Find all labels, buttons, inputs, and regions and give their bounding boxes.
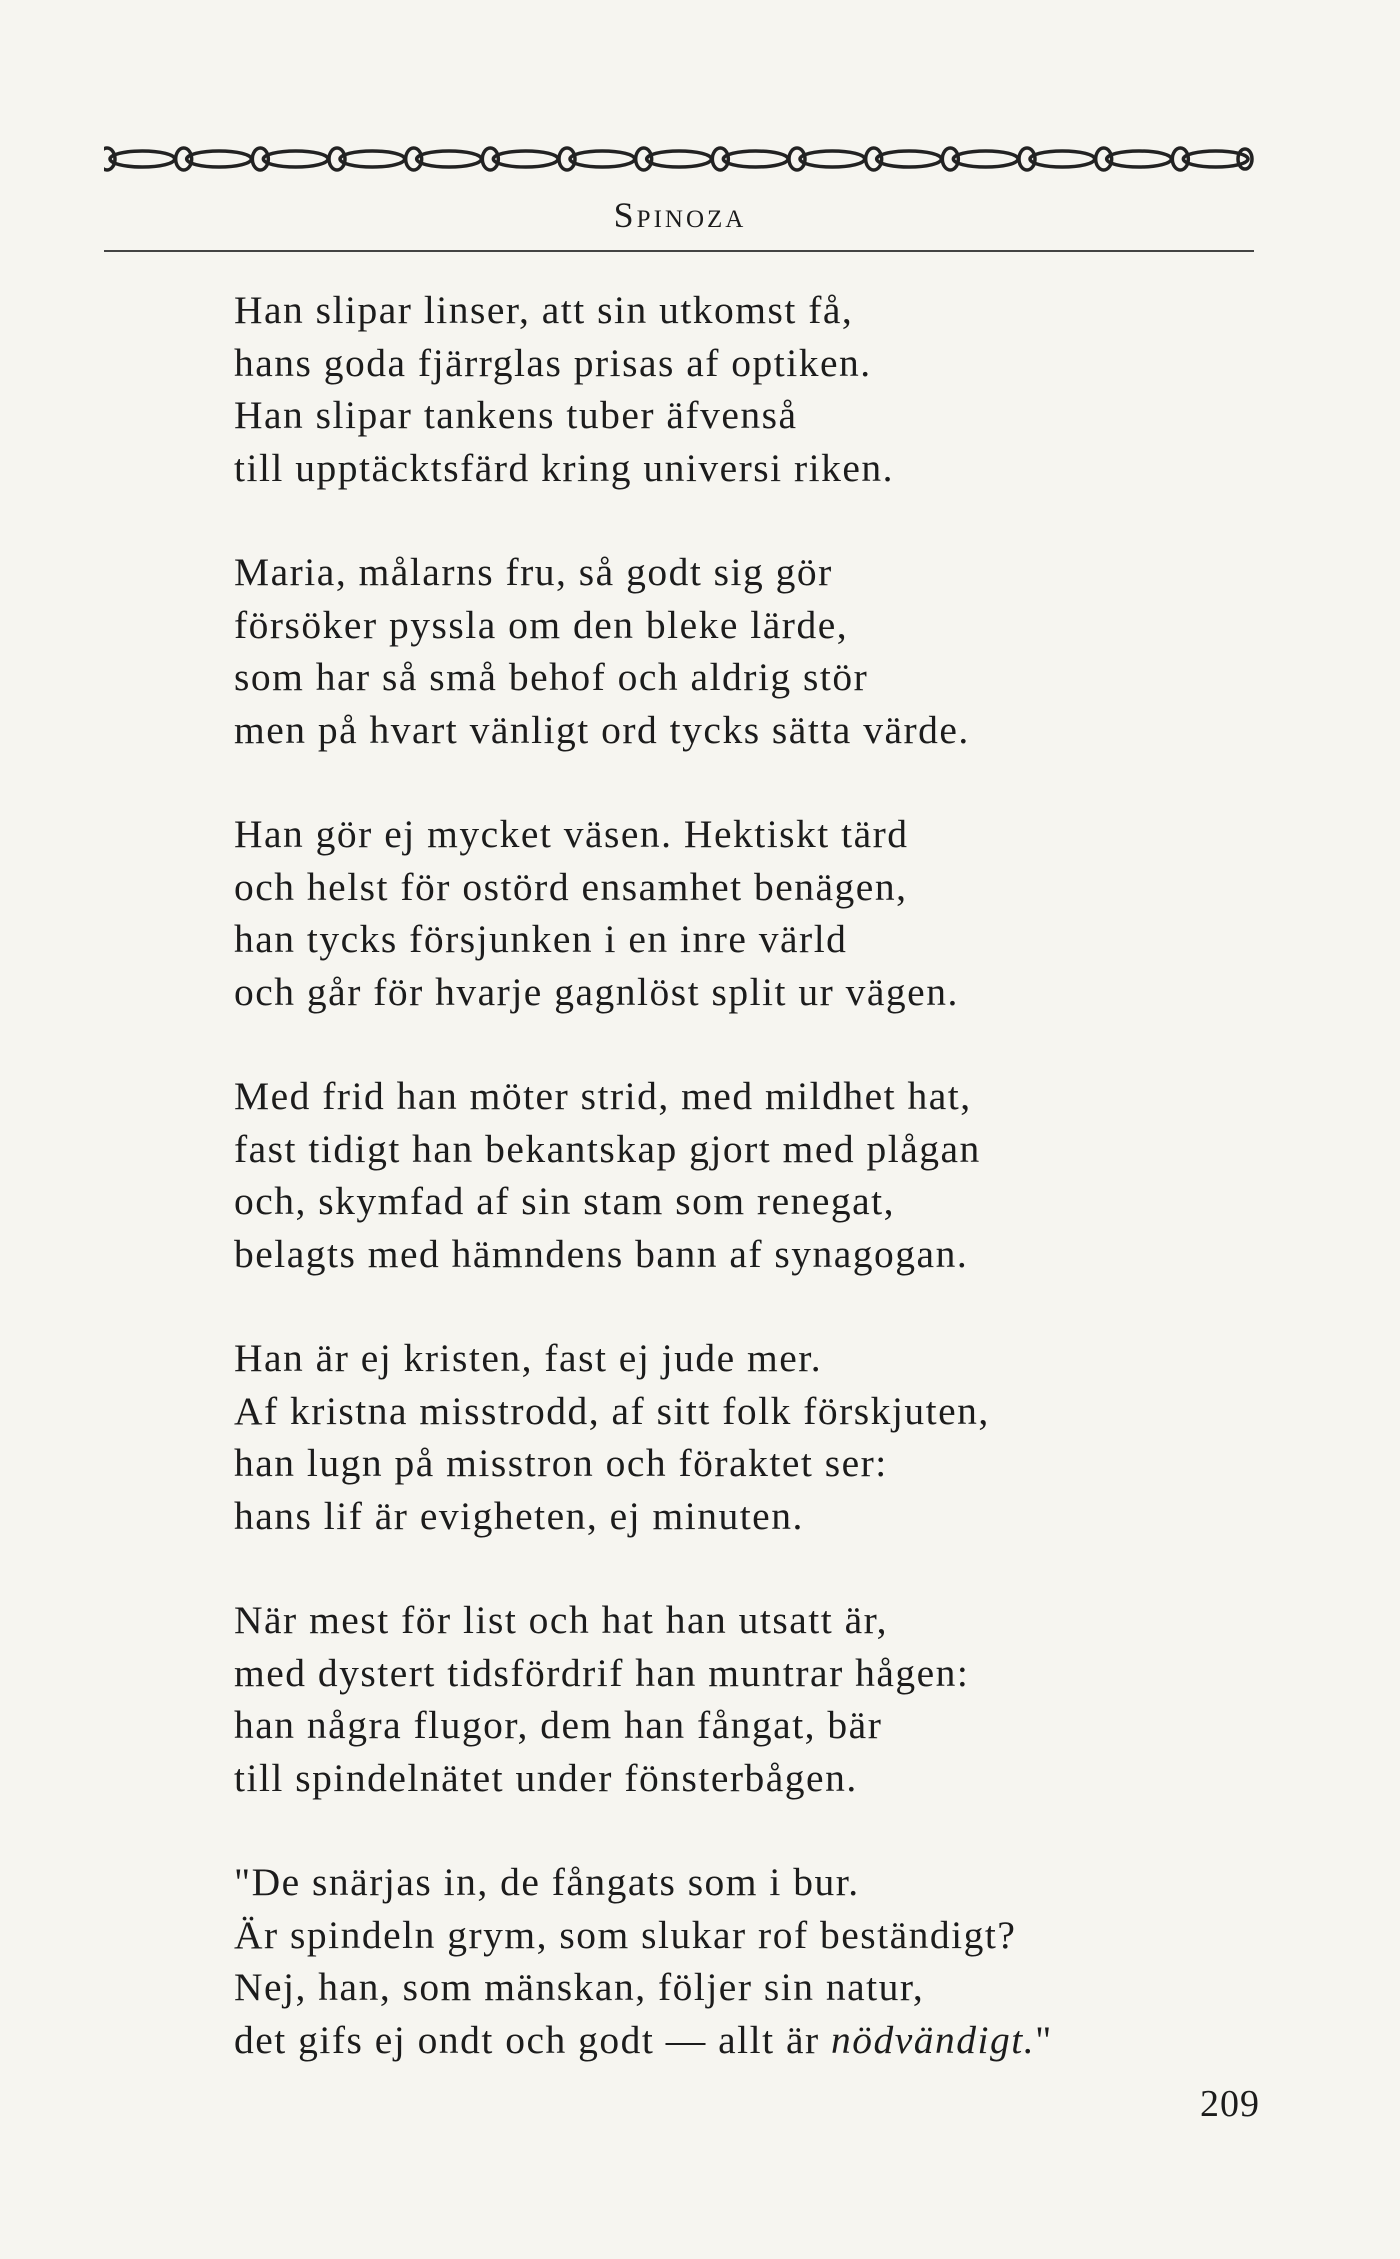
verse-line: till upptäcktsfärd kring universi riken. [234, 445, 895, 490]
verse-line: Han slipar tankens tuber äfvenså [234, 393, 798, 437]
chain-link [877, 151, 942, 167]
stanza-1 [234, 284, 1234, 494]
chain-link [1030, 151, 1095, 167]
chain-link [647, 151, 712, 167]
verse-line: belagts med hämndens bann af synagogan. [234, 1231, 969, 1276]
chain-ring [1096, 148, 1112, 170]
chain-ornament [104, 142, 1254, 176]
chain-ring [176, 148, 192, 170]
stanza-6 [234, 1594, 1234, 1804]
chain-link [110, 151, 175, 167]
verse-line: och helst för ostörd ensamhet benägen, [234, 864, 908, 909]
verse-line: Af kristna misstrodd, af sitt folk förskjuten, [234, 1388, 990, 1433]
verse-line: Med frid han möter strid, med mildhet hat, [234, 1074, 972, 1118]
verse-line: och, skymfad af sin stam som renegat, [234, 1179, 896, 1223]
chain-ring [636, 148, 652, 170]
chain-ring [329, 148, 345, 170]
header-rule [104, 250, 1254, 252]
stanza-7 [234, 1856, 1234, 2066]
verse-line: som har så små behof och aldrig stör [234, 655, 869, 699]
verse-line: han lugn på misstron och föraktet ser: [234, 1441, 888, 1485]
verse-line: hans goda fjärrglas prisas af optiken. [234, 340, 872, 385]
poem [234, 284, 1234, 2118]
chain-ring [712, 148, 728, 170]
chain-ring [1172, 148, 1188, 170]
verse-line: men på hvart vänligt ord tycks sätta värde. [234, 707, 970, 752]
verse-line: försöker pyssla om den bleke lärde, [234, 602, 849, 647]
page-number: 209 [1200, 2083, 1260, 2125]
chain-ring [866, 148, 882, 170]
verse-line: Nej, han, som mänskan, följer sin natur, [234, 1965, 925, 2009]
verse-line-last [234, 2014, 1234, 2067]
stanza-3 [234, 808, 1234, 1018]
chain-ring [406, 148, 422, 170]
verse-line: hans lif är evigheten, ej minuten. [234, 1493, 804, 1538]
verse-line: han några flugor, dem han fångat, bär [234, 1703, 883, 1747]
verse-line: till spindelnätet under fönsterbågen. [234, 1755, 858, 1800]
verse-line: "De snärjas in, de fångats som i bur. [234, 1860, 860, 1904]
stanza-2 [234, 546, 1234, 756]
chain-link [953, 151, 1018, 167]
verse-line: När mest för list och hat han utsatt är, [234, 1598, 889, 1642]
verse-text: det gifs ej ondt och godt — allt är [234, 2017, 832, 2062]
chain-link [570, 151, 635, 167]
running-head: Spinoza [613, 195, 747, 235]
verse-line: och går för hvarje gagnlöst split ur vägen. [234, 969, 959, 1014]
verse-line: han tycks försjunken i en inre värld [234, 917, 848, 961]
chain-ring [1238, 149, 1252, 169]
chain-ring [252, 148, 268, 170]
chain-link [723, 151, 788, 167]
stanza-4 [234, 1070, 1234, 1280]
verse-line: Han slipar linser, att sin utkomst få, [234, 288, 854, 332]
chain-link [187, 151, 252, 167]
chain-ring [559, 148, 575, 170]
verse-line: Han gör ej mycket väsen. Hektiskt tärd [234, 812, 909, 856]
chain-ring [789, 148, 805, 170]
verse-line: fast tidigt han bekantskap gjort med plågan [234, 1126, 981, 1171]
chain-ring [1019, 148, 1035, 170]
chain-link [493, 151, 558, 167]
closing-quote: " [1035, 2017, 1053, 2062]
chain-link [800, 151, 865, 167]
verse-line: Är spindeln grym, som slukar rof beständigt? [234, 1912, 1017, 1957]
verse-line: Han är ej kristen, fast ej jude mer. [234, 1336, 823, 1380]
verse-line: med dystert tidsfördrif han muntrar hågen: [234, 1650, 970, 1695]
emphasized-word: nödvändigt. [831, 2017, 1036, 2062]
chain-ring [482, 148, 498, 170]
verse-line: Maria, målarns fru, så godt sig gör [234, 550, 833, 594]
chain-link [340, 151, 405, 167]
chain-link [417, 151, 482, 167]
chain-ring [942, 148, 958, 170]
chain-link [263, 151, 328, 167]
stanza-5 [234, 1332, 1234, 1542]
chain-link [1107, 151, 1172, 167]
